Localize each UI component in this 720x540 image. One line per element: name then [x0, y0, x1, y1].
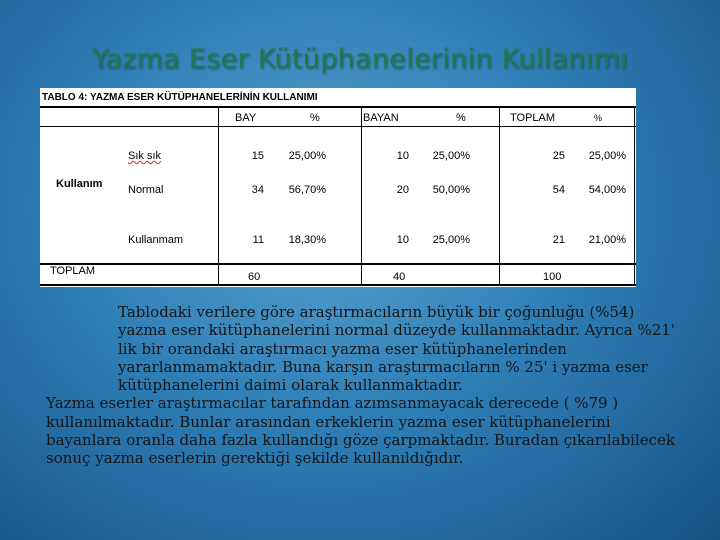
- slide-body: [46, 303, 676, 468]
- total-toplam: 100: [543, 271, 562, 283]
- table-cell: 15: [251, 150, 264, 162]
- row-group-label: Kullanım: [56, 178, 103, 190]
- column-rule: [218, 106, 219, 285]
- row-label: Normal: [128, 184, 164, 196]
- total-bay: 60: [248, 271, 261, 283]
- table-cell: 34: [251, 184, 264, 196]
- table-cell: 25: [552, 150, 565, 162]
- column-rule: [634, 106, 635, 285]
- header-bay: BAY: [235, 112, 257, 124]
- header-bayan: BAYAN: [363, 112, 399, 124]
- usage-table: [40, 88, 636, 287]
- header-toplam-percent: %: [594, 113, 603, 123]
- header-toplam: TOPLAM: [510, 112, 556, 124]
- table-cell: 21,00%: [588, 234, 626, 246]
- body-paragraph: Tablodaki verilere göre araştırmacıların büyük bir çoğunluğu (%54) yazma eser kütüphanelerini normal düzeyde kullanmaktadır. Ayrıca %21' lik bir orandaki araştırmacı yazma eser kütüphanelerinden yararlanmamaktadır. Buna karşın araştırmacıların % 25' i yazma eser kütüphanelerini daimi olarak kullanmaktadır.: [118, 303, 675, 395]
- header-bay-percent: %: [310, 112, 320, 124]
- row-label: Kullanmam: [128, 234, 184, 246]
- table-bottom-rule: [40, 284, 636, 286]
- table-caption: TABLO 4: YAZMA ESER KÜTÜPHANELERİNİN KULLANIMI: [42, 92, 318, 103]
- total-label: TOPLAM: [50, 265, 96, 277]
- table-cell: 50,00%: [432, 184, 470, 196]
- table-cell: 21: [552, 234, 565, 246]
- header-bayan-percent: %: [456, 112, 466, 124]
- table-cell: 25,00%: [588, 150, 626, 162]
- table-cell: 54,00%: [588, 184, 626, 196]
- row-label: Sık sık: [128, 150, 162, 162]
- header-top-rule: [40, 106, 636, 108]
- table-cell: 56,70%: [288, 184, 326, 196]
- table-cell: 20: [396, 184, 409, 196]
- table-cell: 25,00%: [288, 150, 326, 162]
- table-cell: 25,00%: [432, 234, 470, 246]
- table-cell: 10: [396, 234, 409, 246]
- slide-title: Yazma Eser Kütüphanelerinin Kullanımı: [92, 44, 628, 75]
- table-cell: 25,00%: [432, 150, 470, 162]
- table-cell: 18,30%: [288, 234, 326, 246]
- table-cell: 11: [252, 234, 264, 246]
- body-paragraph: Yazma eserler araştırmacılar tarafından azımsanmayacak derecede ( %79 ) kullanılmaktadır. Bunlar arasından erkeklerin yazma eser kütüphanelerini bayanlara oranla daha fazla kullandığı göze çarpmaktadır. Buradan çıkarılabilecek sonuç yazma eserlerin gerektiği şekilde kullanıldığıdır.: [46, 394, 676, 468]
- total-bayan: 40: [393, 271, 406, 283]
- table-cell: 10: [396, 150, 409, 162]
- total-top-rule: [40, 263, 636, 265]
- header-bottom-rule: [40, 126, 636, 127]
- table-cell: 54: [552, 184, 565, 196]
